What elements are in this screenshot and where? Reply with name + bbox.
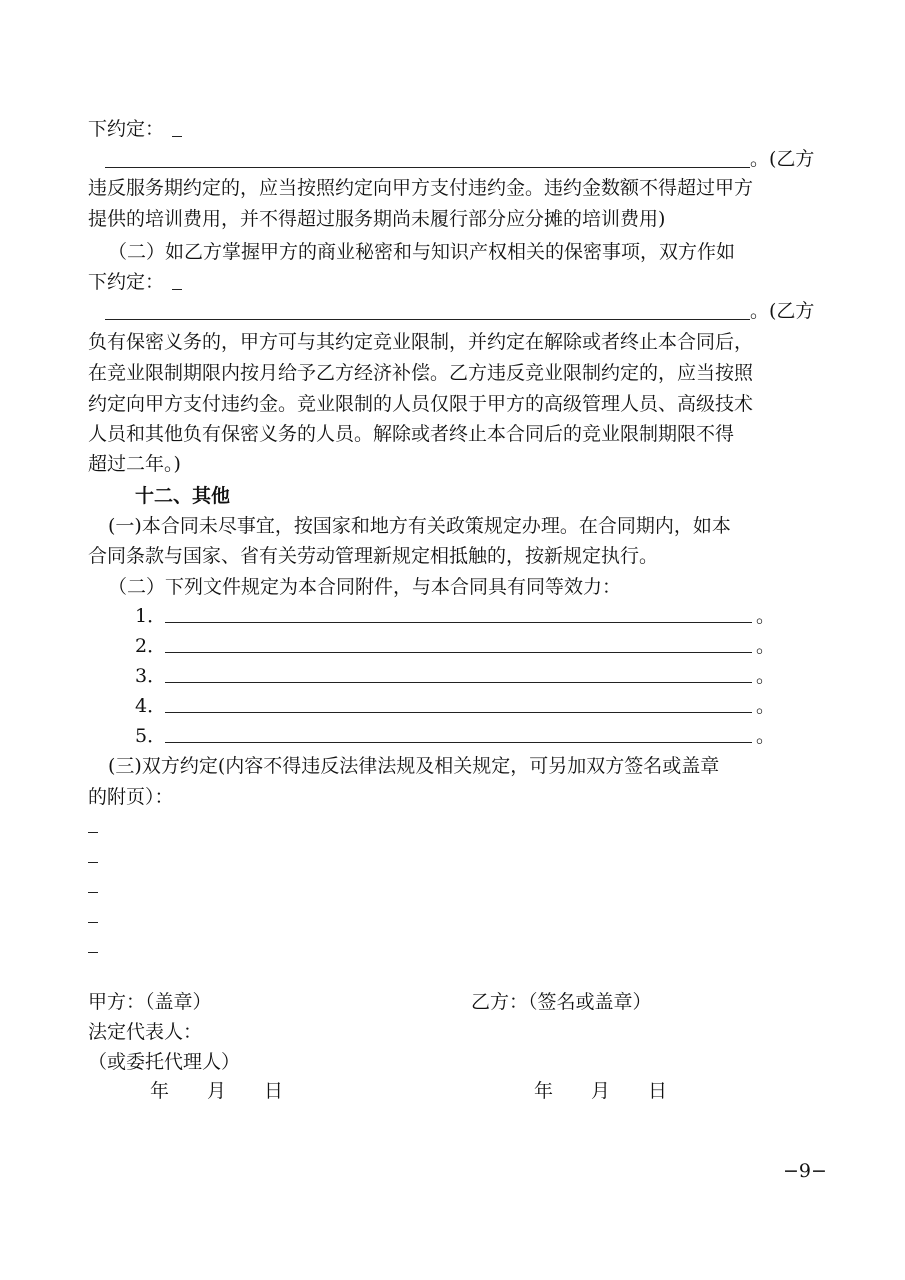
- training-line-2: 提供的培训费用，并不得超过服务期尚未履行部分应分摊的培训费用): [88, 208, 666, 230]
- date-a: 年 月 日: [150, 1080, 284, 1102]
- secret-line-3: 在竞业限制期限内按月给予乙方经济补偿。乙方违反竞业限制约定的，应当按照: [88, 362, 754, 384]
- training-intro-line: [88, 117, 164, 141]
- party-a-label: 甲方：（盖章）: [88, 991, 212, 1013]
- secret-line-1: （二）如乙方掌握甲方的商业秘密和与知识产权相关的保密事项，双方作如: [108, 241, 736, 263]
- secret-line-5: 人员和其他负有保密义务的人员。解除或者终止本合同后的竞业限制期限不得: [88, 423, 735, 445]
- section-12-p3-line2: 的附页）：: [88, 786, 174, 808]
- attachment-number: 3．: [135, 665, 167, 687]
- attachment-blank-line: [165, 742, 752, 743]
- section-12-p3-line1: (三)双方约定(内容不得违反法律法规及相关规定，可另加双方签名或盖章: [108, 755, 720, 777]
- attachment-end: 。: [756, 725, 776, 747]
- training-line-1: 违反服务期约定的，应当按照约定向甲方支付违约金。违约金数额不得超过甲方: [88, 177, 754, 199]
- page-number: −9−: [783, 1160, 827, 1182]
- attachment-number: 4．: [135, 695, 167, 717]
- date-b: 年 月 日: [534, 1080, 668, 1102]
- training-blank-end: 。(乙方: [750, 148, 815, 170]
- section-12-p2: （二）下列文件规定为本合同附件，与本合同具有同等效力：: [108, 576, 622, 598]
- training-intro-text: 下约定：: [88, 118, 165, 140]
- attachment-blank-line: [165, 652, 752, 653]
- attachment-blank-line: [165, 622, 752, 623]
- blank-dash: [88, 922, 98, 923]
- secret-line-2: 负有保密义务的，甲方可与其约定竞业限制，并约定在解除或者终止本合同后，: [88, 331, 754, 353]
- blank-dash: [172, 136, 182, 137]
- attachment-number: 1．: [135, 605, 167, 627]
- blank-dash: [172, 289, 182, 290]
- secret-intro-text: 下约定：: [88, 271, 165, 293]
- attachment-end: 。: [756, 605, 776, 627]
- attachment-number: 5．: [135, 725, 167, 747]
- attachment-number: 2．: [135, 635, 167, 657]
- blank-dash: [88, 832, 98, 833]
- training-blank-line: [105, 167, 750, 168]
- section-12-p1-line1: (一)本合同未尽事宜，按国家和地方有关政策规定办理。在合同期内，如本: [108, 515, 731, 537]
- secret-blank-end: 。(乙方: [750, 300, 815, 322]
- attachment-end: 。: [756, 695, 776, 717]
- blank-dash: [88, 862, 98, 863]
- section-12-p1-line2: 合同条款与国家、省有关劳动管理新规定相抵触的，按新规定执行。: [88, 545, 659, 567]
- secret-line-4: 约定向甲方支付违约金。竞业限制的人员仅限于甲方的高级管理人员、高级技术: [88, 393, 754, 415]
- blank-dash: [88, 952, 98, 953]
- legal-rep-label: 法定代表人：: [88, 1021, 203, 1043]
- secret-blank-line: [105, 319, 750, 320]
- section-12-heading: 十二、其他: [135, 485, 231, 507]
- agent-label: （或委托代理人）: [88, 1051, 241, 1073]
- attachment-end: 。: [756, 665, 776, 687]
- attachment-blank-line: [165, 682, 752, 683]
- attachment-blank-line: [165, 712, 752, 713]
- party-b-label: 乙方：（签名或盖章）: [471, 991, 652, 1013]
- secret-line-6: 超过二年。): [88, 453, 181, 475]
- secret-intro-line: [88, 270, 164, 294]
- attachment-end: 。: [756, 635, 776, 657]
- blank-dash: [88, 892, 98, 893]
